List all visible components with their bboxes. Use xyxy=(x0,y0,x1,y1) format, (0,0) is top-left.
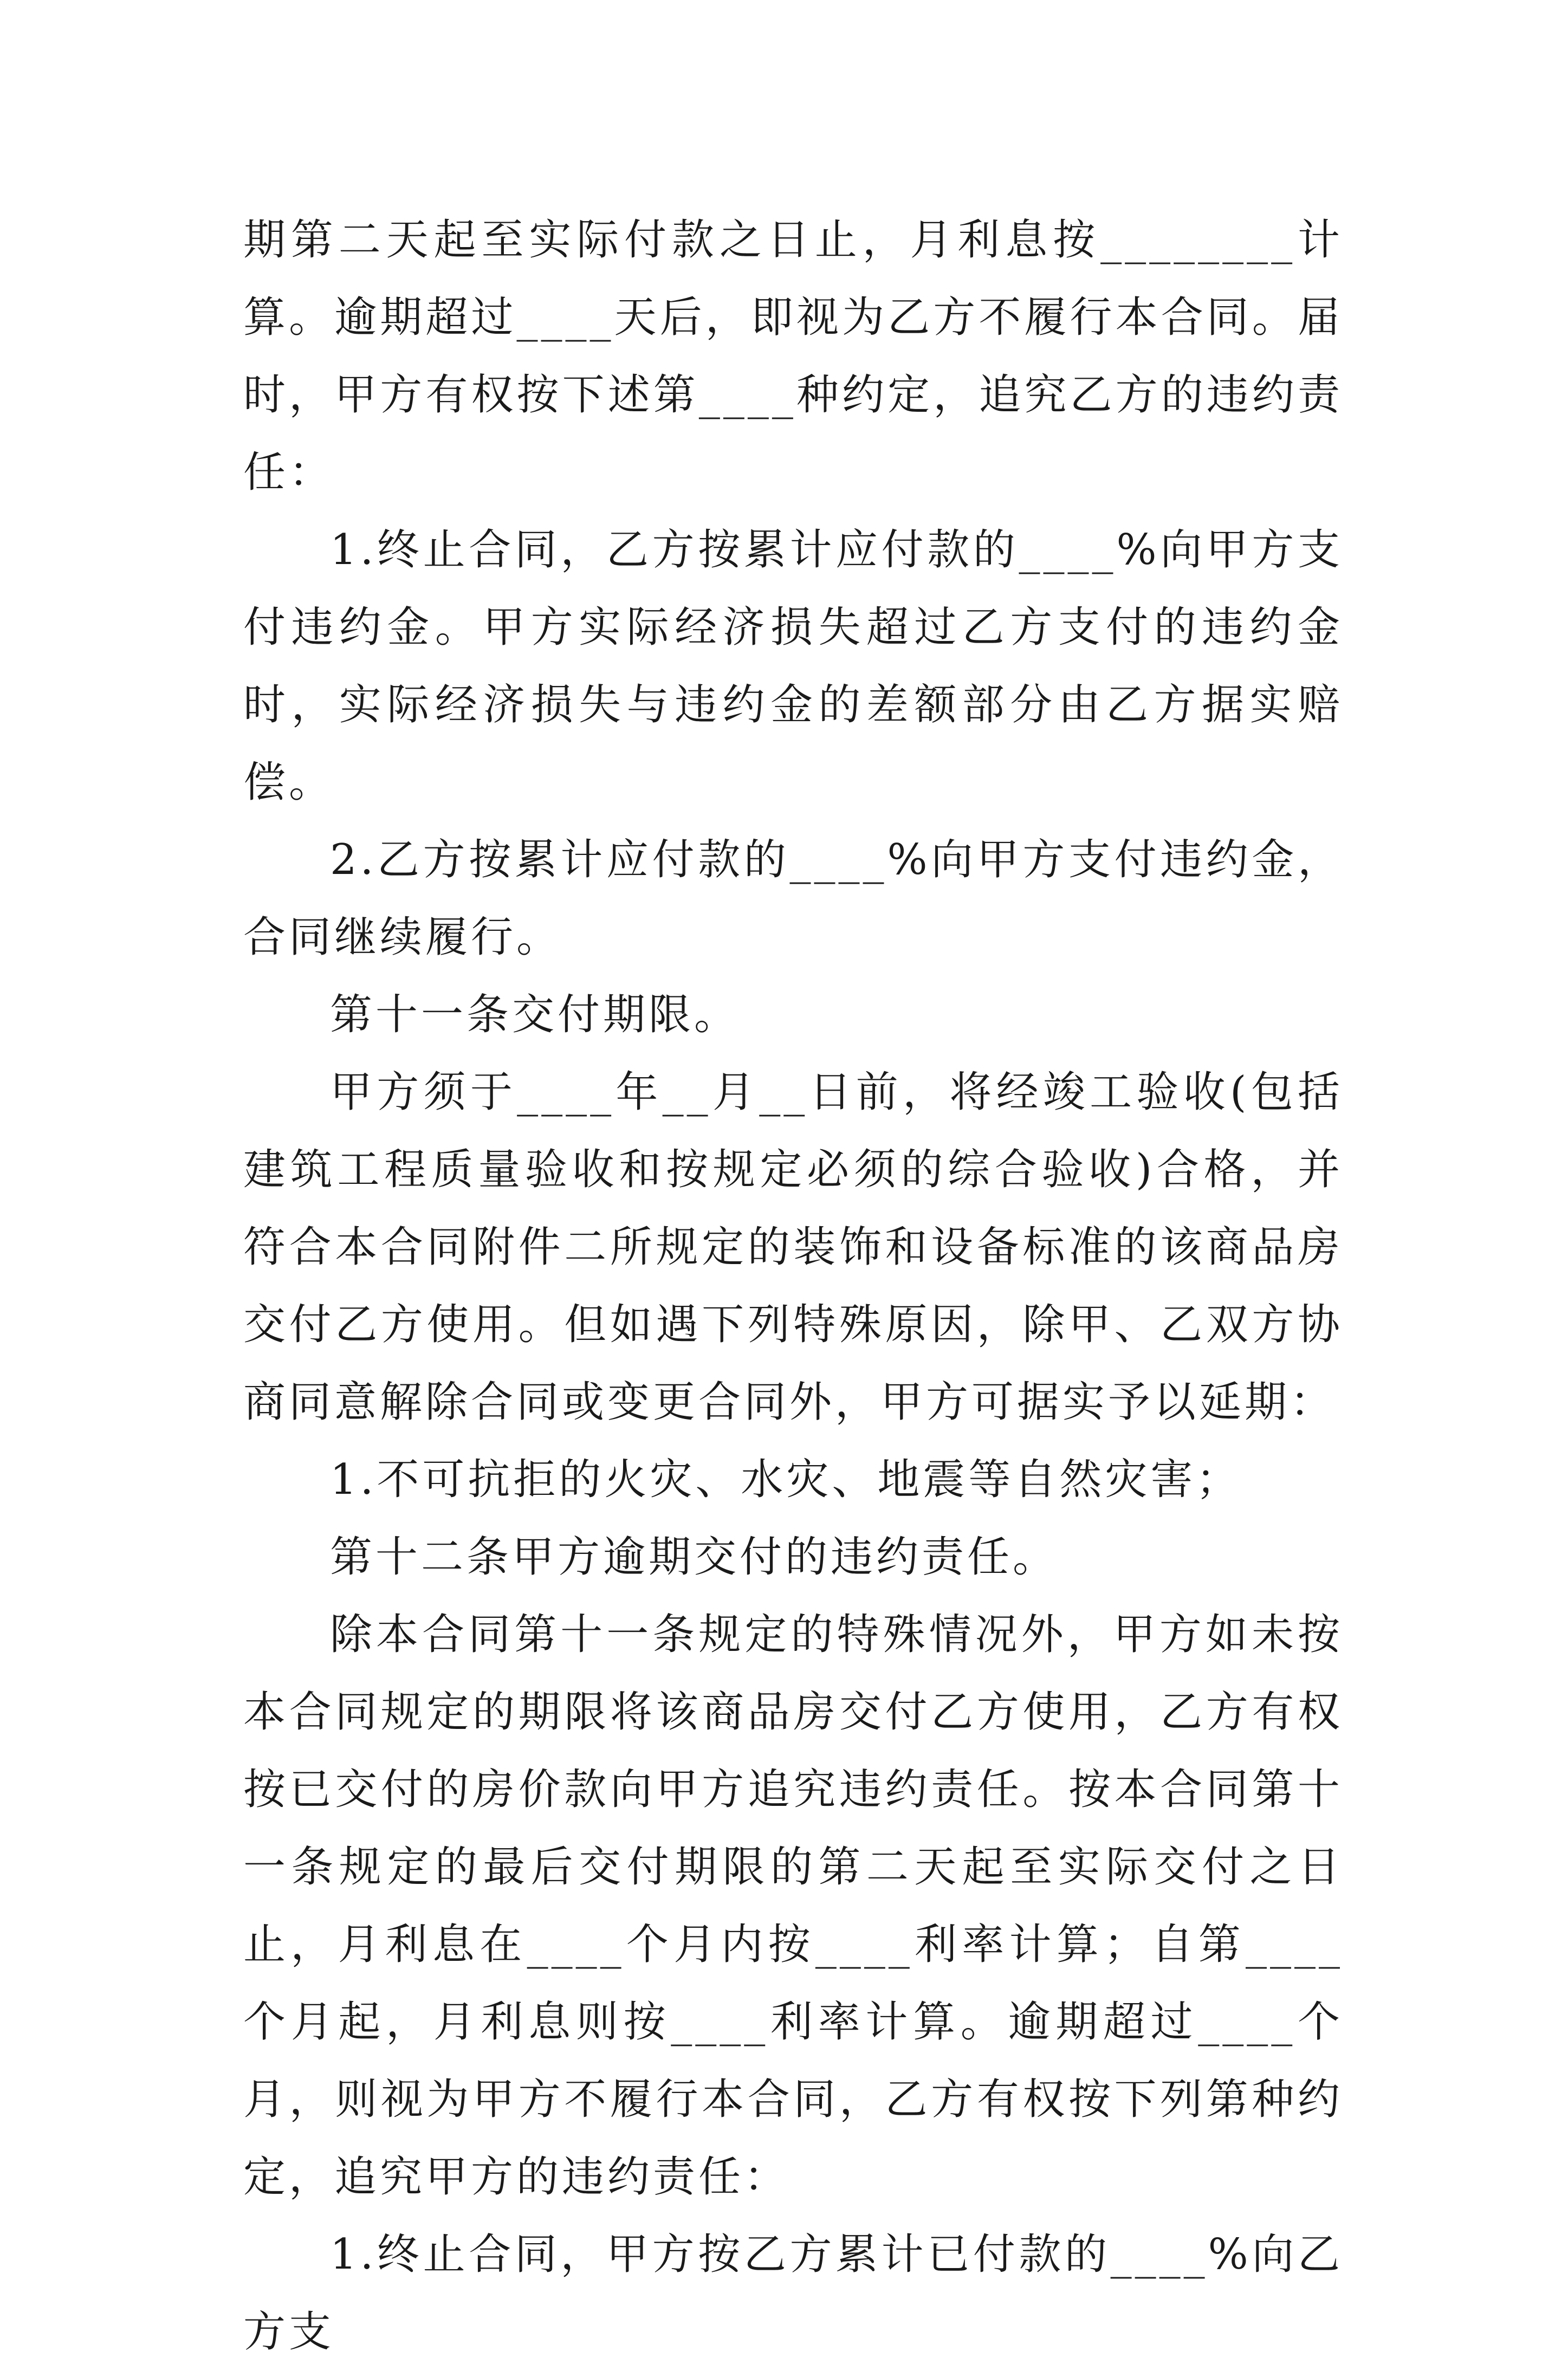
paragraph-force-majeure: 1.不可抗拒的火灾、水灾、地震等自然灾害； xyxy=(330,1455,1242,1504)
heading-article-11: 第十一条交付期限。 xyxy=(330,990,740,1039)
paragraph-option-1-terminate: 1.终止合同，乙方按累计应付款的____%向甲方支付违约金。甲方实际经济损失超过乙方支付的违约金时，实际经济损失与违约金的差额部分由乙方据实赔偿。 xyxy=(243,526,1343,807)
heading-article-12: 第十二条甲方逾期交付的违约责任。 xyxy=(330,1533,1059,1582)
paragraph-overdue-payment-continued: 期第二天起至实际付款之日止，月利息按________计算。逾期超过____天后，即视为乙方不履行本合同。届时，甲方有权按下述第____种约定，追究乙方的违约责任： xyxy=(243,216,1343,497)
paragraph-delivery-deadline: 甲方须于____年__月__日前，将经竣工验收(包括建筑工程质量验收和按规定必须的综合验收)合格，并符合本合同附件二所规定的装饰和设备标准的该商品房交付乙方使用。但如遇下列特殊原因，除甲、乙双方协商同意解除合同或变更合同外，甲方可据实予以延期： xyxy=(243,1068,1343,1427)
paragraph-late-delivery-liability: 除本合同第十一条规定的特殊情况外，甲方如未按本合同规定的期限将该商品房交付乙方使用，乙方有权按已交付的房价款向甲方追究违约责任。按本合同第十一条规定的最后交付期限的第二天起至实际交付之日止，月利息在____个月内按____利率计算；自第____个月起，月利息则按____利率计算。逾期超过____个月，则视为甲方不履行本合同，乙方有权按下列第种约定，追究甲方的违约责任： xyxy=(243,1610,1343,2201)
paragraph-option-1-seller-terminate: 1.终止合同，甲方按乙方累计已付款的____%向乙方支 xyxy=(243,2230,1343,2356)
document-body xyxy=(243,202,1343,2371)
paragraph-option-2-continue: 2.乙方按累计应付款的____%向甲方支付违约金，合同继续履行。 xyxy=(243,835,1343,962)
